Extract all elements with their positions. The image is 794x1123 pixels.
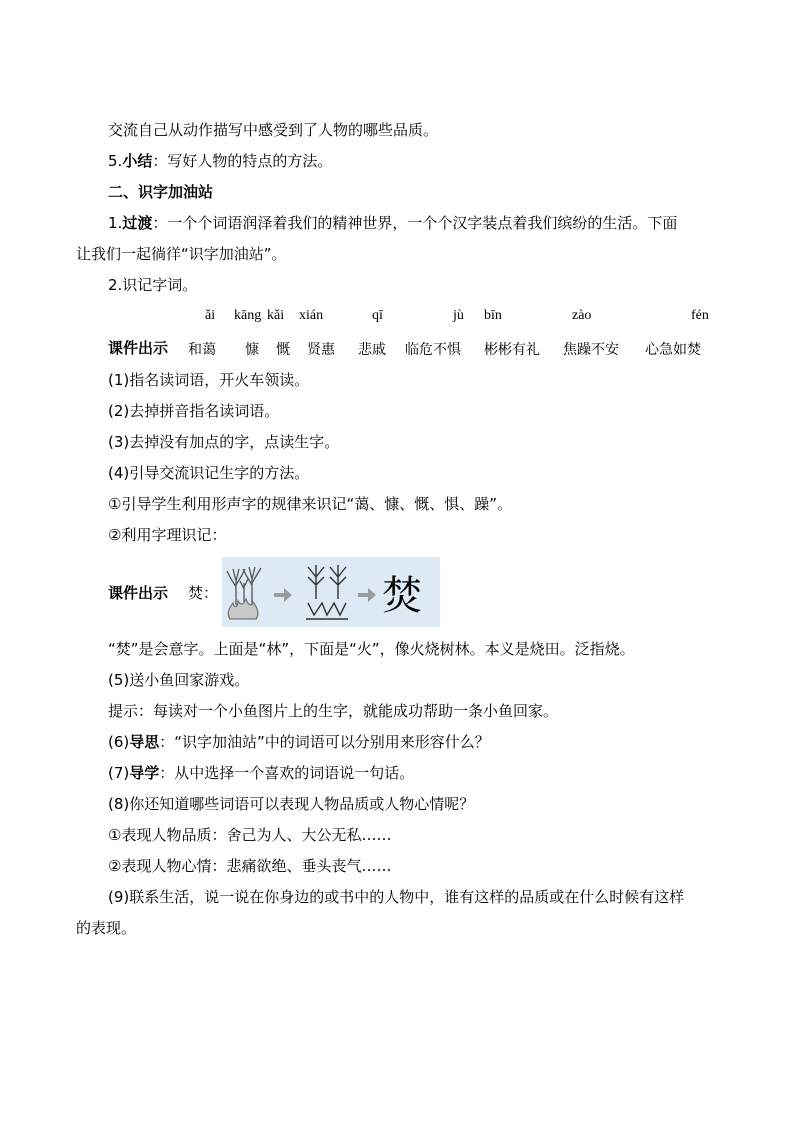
burning-trees-icon bbox=[227, 567, 261, 619]
step-6 bbox=[108, 732, 490, 752]
section-heading-literacy: 二、识字加油站 bbox=[108, 183, 214, 201]
transition-number: 1. bbox=[108, 214, 123, 232]
pinyin-item: ǎi bbox=[205, 308, 216, 323]
quality-words: ①表现人物品质：舍己为人、大公无私…… bbox=[108, 826, 392, 844]
step-6-heading: 导思 bbox=[129, 733, 160, 751]
summary-line bbox=[108, 151, 332, 171]
fen-label: 焚： bbox=[188, 584, 219, 602]
summary-number: 5. bbox=[108, 152, 123, 170]
step-8: (8)你还知道哪些词语可以表现人物品质或人物心情呢？ bbox=[108, 795, 475, 813]
transition-line-continued: 让我们一起徜徉“识字加油站”。 bbox=[76, 245, 287, 263]
step-6-text: ：“识字加油站”中的词语可以分别用来形容什么？ bbox=[159, 733, 490, 751]
step-3: (3)去掉没有加点的字，点读生字。 bbox=[108, 433, 340, 451]
memorize-words-line: 2.识记字词。 bbox=[108, 276, 198, 294]
summary-text: ：写好人物的特点的方法。 bbox=[152, 152, 333, 170]
step-4: (4)引导交流识记生字的方法。 bbox=[108, 464, 310, 482]
step-7 bbox=[108, 763, 414, 783]
pinyin-item: qī bbox=[372, 308, 383, 323]
pinyin-item: kāng bbox=[234, 308, 262, 323]
paragraph-reflect: 交流自己从动作描写中感受到了人物的哪些品质。 bbox=[108, 121, 439, 139]
step-7-heading: 导学 bbox=[129, 764, 160, 782]
step-5: (5)送小鱼回家游戏。 bbox=[108, 671, 250, 689]
fen-evolution-illustration bbox=[222, 557, 440, 627]
pinyin-item: bīn bbox=[484, 308, 502, 323]
courseware-label-2: 课件出示 bbox=[108, 584, 169, 602]
pinyin-item: kǎi bbox=[267, 308, 285, 323]
vocab-word: 心急如焚 bbox=[645, 342, 701, 358]
courseware-label: 课件出示 bbox=[108, 339, 169, 357]
vocab-word: 悲戚 bbox=[358, 342, 386, 358]
vocab-word: 彬彬有礼 bbox=[484, 342, 540, 358]
fen-etymology-figure bbox=[222, 557, 440, 627]
vocab-word: 贤惠 bbox=[307, 342, 335, 358]
transition-heading: 过渡 bbox=[122, 214, 153, 232]
vocab-word: 慨 bbox=[276, 342, 290, 358]
transition-text: ：一个个词语润泽着我们的精神世界，一个个汉字装点着我们缤纷的生活。下面 bbox=[152, 214, 678, 232]
step-1: (1)指名读词语，开火车领读。 bbox=[108, 371, 310, 389]
seal-script-icon bbox=[306, 565, 348, 619]
fen-explanation: “焚”是会意字。上面是“林”，下面是“火”，像火烧树林。本义是烧田。泛指烧。 bbox=[108, 640, 635, 658]
summary-heading: 小结 bbox=[122, 152, 153, 170]
step-2: (2)去掉拼音指名读词语。 bbox=[108, 402, 280, 420]
pinyin-item: xián bbox=[299, 308, 324, 323]
vocab-word: 和蔼 bbox=[188, 342, 216, 358]
vocab-word: 焦躁不安 bbox=[563, 342, 619, 358]
pinyin-item: fén bbox=[691, 308, 709, 323]
method-etymology: ②利用字理识记： bbox=[108, 526, 227, 544]
arrow-right-icon bbox=[274, 588, 292, 602]
pinyin-item: zào bbox=[572, 308, 592, 323]
fen-character: 焚 bbox=[382, 573, 422, 619]
method-phonetic: ①引导学生利用形声字的规律来识记“蔼、慷、慨、惧、躁”。 bbox=[108, 495, 512, 513]
step-7-text: ：从中选择一个喜欢的词语说一句话。 bbox=[159, 764, 415, 782]
transition-line bbox=[108, 213, 677, 233]
pinyin-item: jù bbox=[453, 308, 464, 323]
vocab-word: 临危不惧 bbox=[405, 342, 461, 358]
arrow-right-icon bbox=[358, 588, 376, 602]
game-hint: 提示：每读对一个小鱼图片上的生字，就能成功帮助一条小鱼回家。 bbox=[108, 702, 559, 720]
step-6-number: (6) bbox=[108, 733, 130, 751]
step-7-number: (7) bbox=[108, 764, 130, 782]
step-9: (9)联系生活，说一说在你身边的或书中的人物中，谁有这样的品质或在什么时候有这样 bbox=[108, 888, 685, 906]
vocab-word: 慷 bbox=[245, 342, 259, 358]
step-9-continued: 的表现。 bbox=[76, 919, 137, 937]
mood-words: ②表现人物心情：悲痛欲绝、垂头丧气…… bbox=[108, 857, 392, 875]
